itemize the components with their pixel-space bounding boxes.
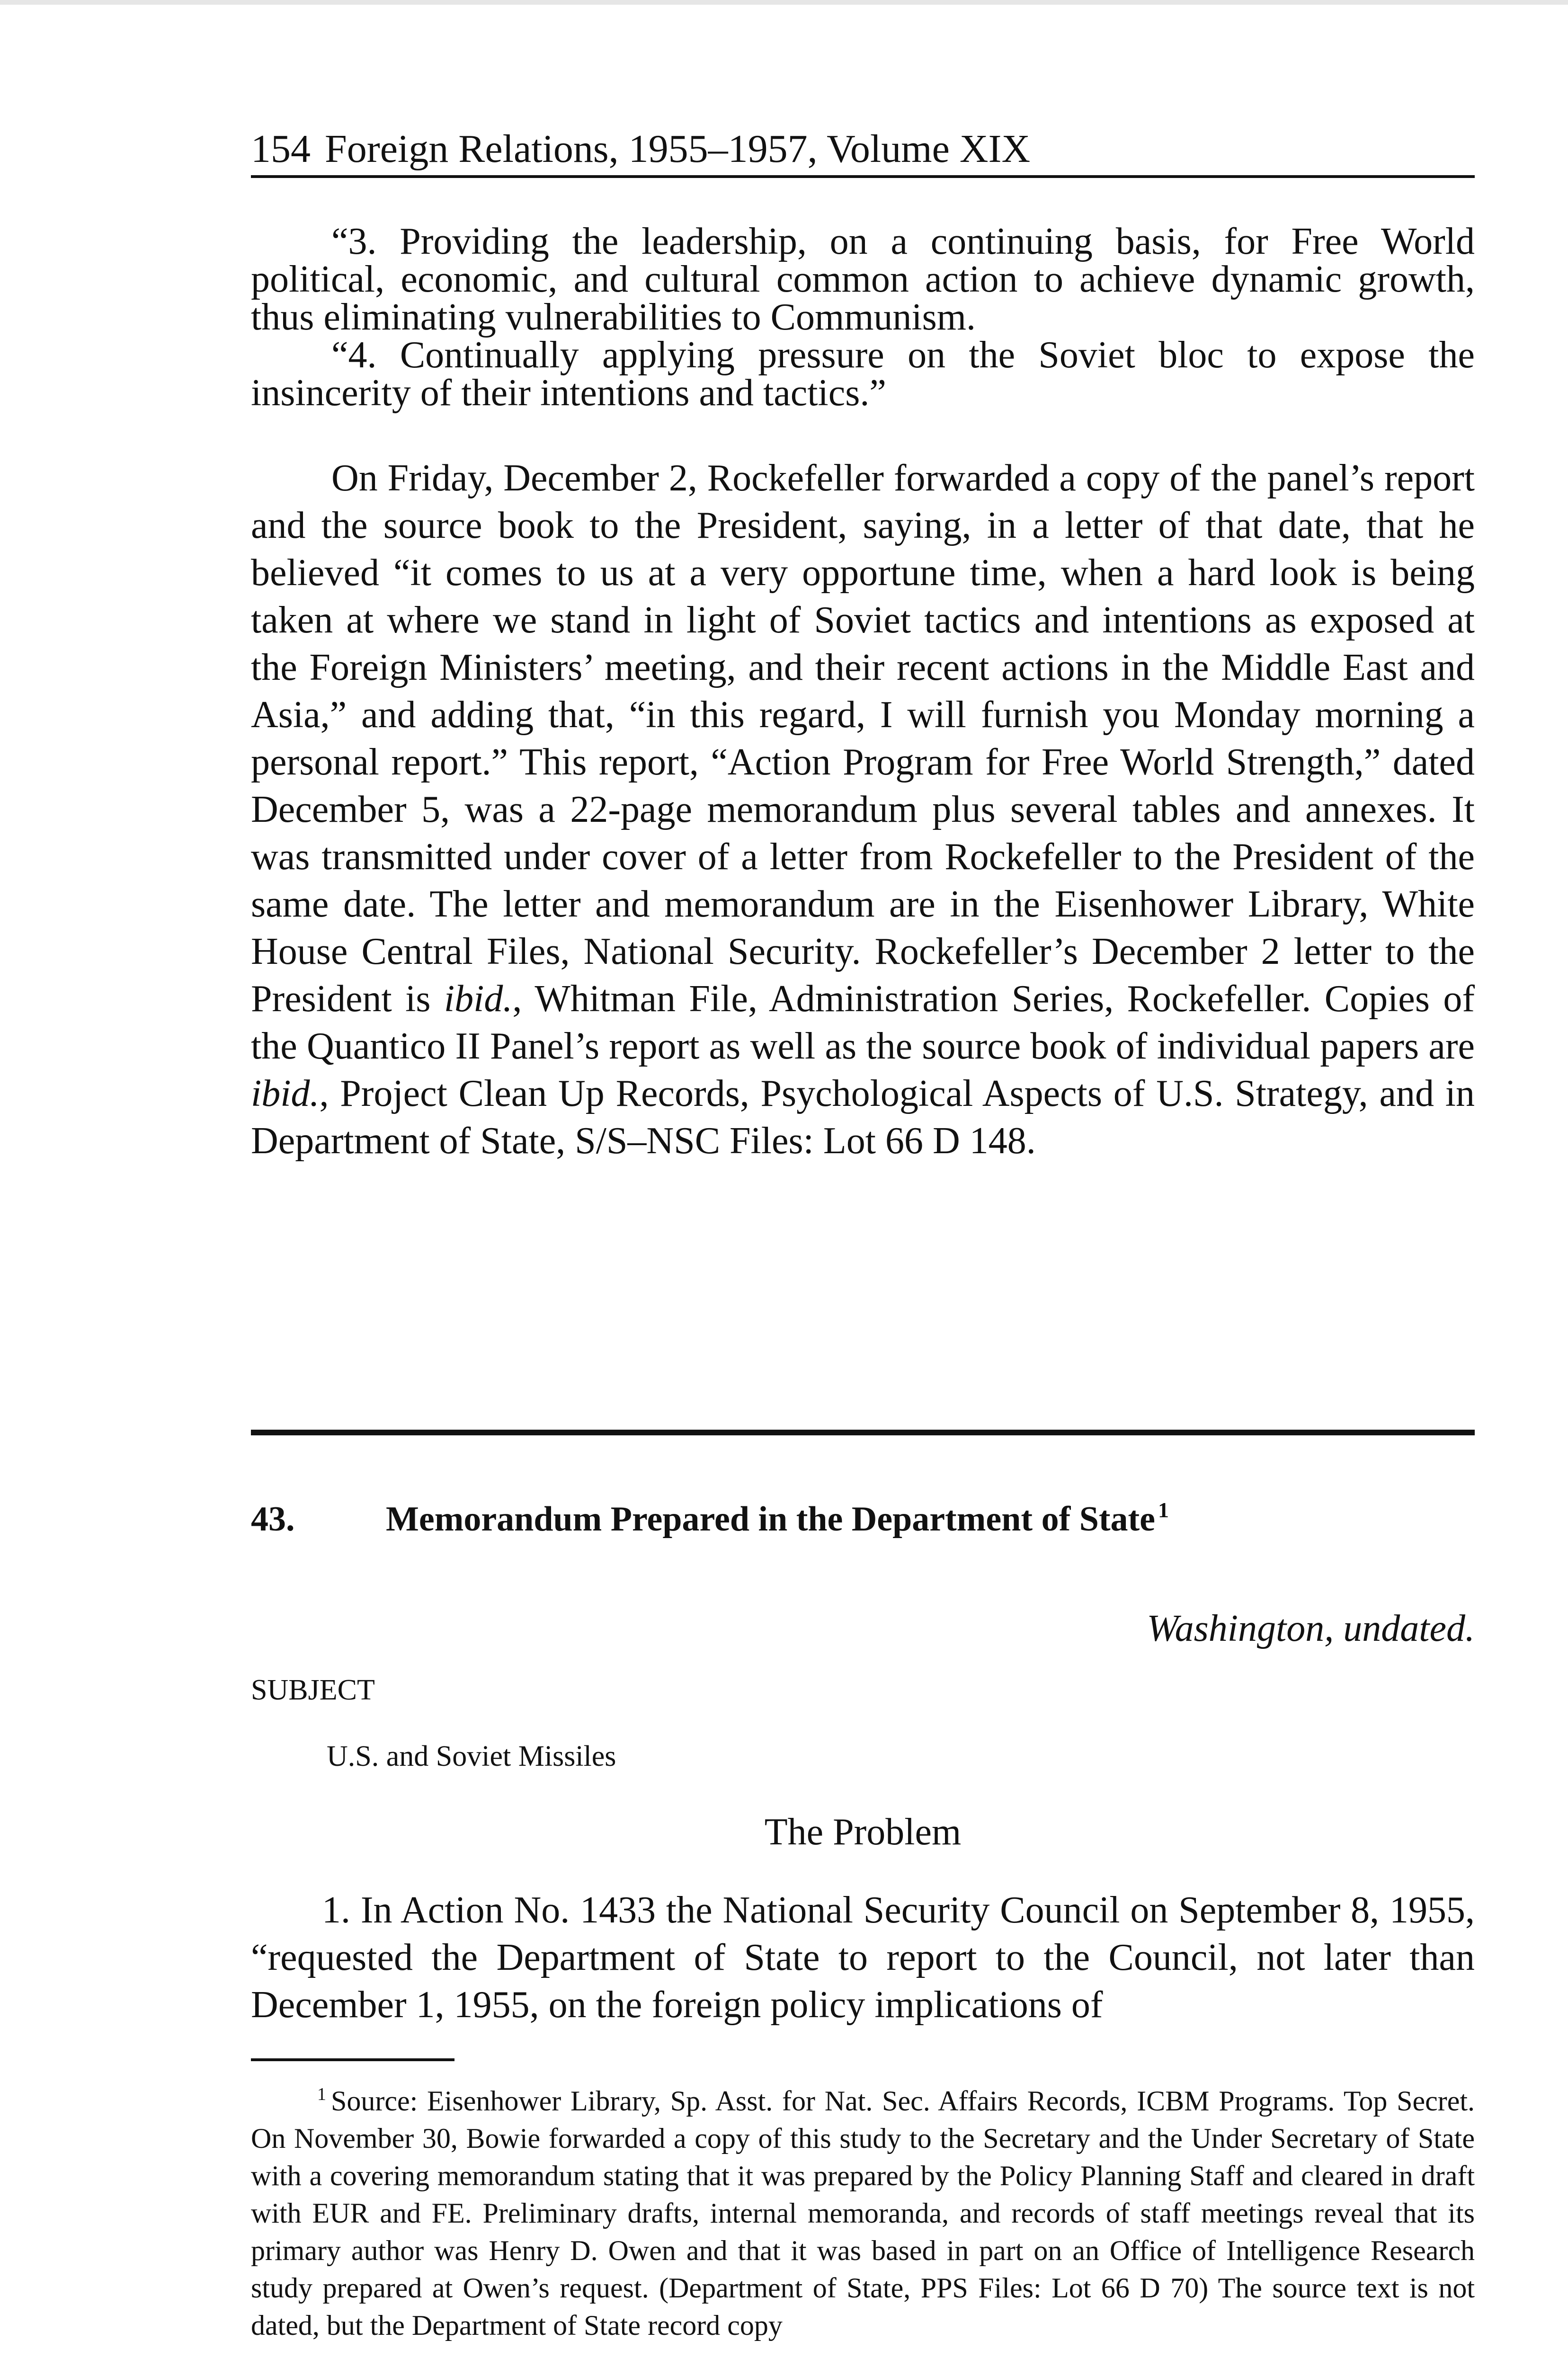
editorial-note-paragraph <box>251 454 1475 1165</box>
ibid-italic-1: ibid. <box>444 978 513 1020</box>
document-heading <box>251 1486 1475 1543</box>
section-divider <box>251 1430 1475 1435</box>
subject-text: U.S. and Soviet Missiles <box>327 1740 616 1772</box>
quote-item-4: “4. Continually applying pressure on the Soviet bloc to expose the insincerity of their intentions and tactics.” <box>251 334 1475 414</box>
paragraph-text-3: , Project Clean Up Records, Psychological Aspects of U.S. Strategy, and in Department of State, S/S–NSC Files: Lot 66 D 148. <box>251 1073 1475 1162</box>
footnote <box>251 2076 1475 2344</box>
document-title: Memorandum Prepared in the Department of State <box>386 1500 1156 1539</box>
problem-body <box>251 1886 1475 2029</box>
footnote-marker: 1 <box>317 2084 326 2104</box>
page-number: 154 <box>251 127 311 171</box>
footnote-rule <box>251 2058 454 2061</box>
footnote-text: Source: Eisenhower Library, Sp. Asst. for Nat. Sec. Affairs Records, ICBM Programs. Top Secret. On November 30, Bowie forwarded a copy of this study to the Secretary and the Under Secretary of State with a covering memorandum stating that it was prepared by the Policy Planning Staff and cleared in draft with EUR and FE. Preliminary drafts, internal memoranda, and records of staff meetings reveal that its primary author was Henry D. Owen and that it was based in part on an Office of Intelligence Research study prepared at Owen’s request. (Department of State, PPS Files: Lot 66 D 70) The source text is not dated, but the Department of State record copy <box>251 2085 1475 2341</box>
paragraph-text-2: , Whitman File, Administration Series, Rockefeller. Copies of the Quantico II Panel’s report as well as the source book of individual papers are <box>251 978 1475 1067</box>
dateline: Washington, undated. <box>1147 1608 1475 1649</box>
problem-paragraph: 1. In Action No. 1433 the National Security Council on September 8, 1955, “requested the Department of State to report to the Council, not later than December 1, 1955, on the foreign policy implications of <box>251 1889 1475 2026</box>
quoted-list <box>251 222 1475 412</box>
quote-item-3: “3. Providing the leadership, on a continuing basis, for Free World political, economic, and cultural common action to achieve dynamic growth, thus eliminating vulnerabilities to Communism. <box>251 221 1475 338</box>
paragraph-text-1: On Friday, December 2, Rockefeller forwarded a copy of the panel’s report and the source book to the President, saying, in a letter of that date, that he believed “it comes to us at a very opportune time, when a hard look is being taken at where we stand in light of Soviet tactics and intentions as exposed at the Foreign Ministers’ meeting, and their recent actions in the Middle East and Asia,” and adding that, “in this regard, I will furnish you Monday morning a personal report.” This report, “Action Program for Free World Strength,” dated December 5, was a 22-page memorandum plus several tables and annexes. It was transmitted under cover of a letter from Rockefeller to the President of the same date. The letter and memorandum are in the Eisenhower Library, White House Central Files, National Security. Rockefeller’s December 2 letter to the President is <box>251 457 1475 1020</box>
running-head <box>251 125 1475 173</box>
volume-title: Foreign Relations, 1955–1957, Volume XIX <box>325 127 1031 171</box>
subject-label: SUBJECT <box>251 1674 375 1706</box>
document-number: 43. <box>251 1500 295 1539</box>
running-head-rule <box>251 175 1475 178</box>
problem-heading: The Problem <box>764 1811 962 1853</box>
page-top-edge <box>0 0 1568 5</box>
ibid-italic-2: ibid. <box>251 1073 320 1114</box>
footnote-reference: 1 <box>1158 1498 1169 1522</box>
